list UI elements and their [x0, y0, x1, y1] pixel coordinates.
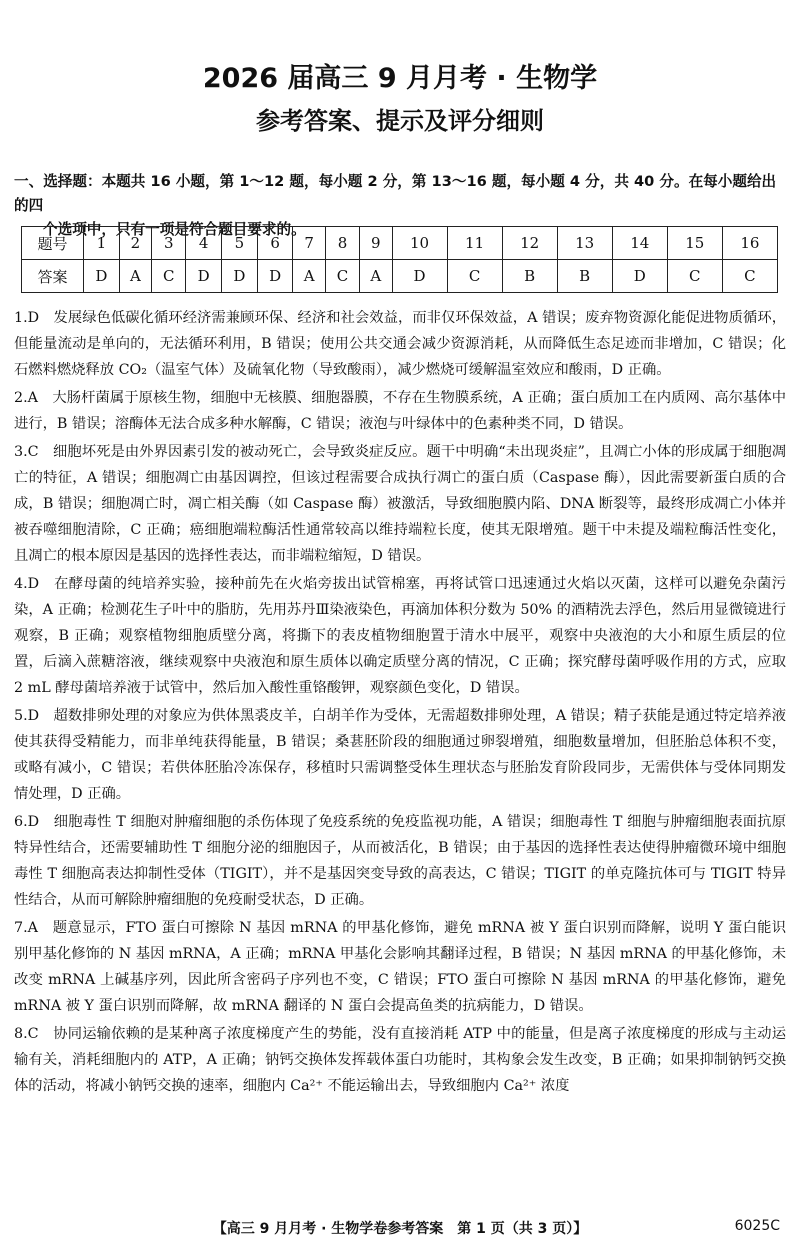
question-number: 6	[257, 227, 293, 260]
answer-cell: D	[612, 260, 667, 293]
question-number: 12	[502, 227, 557, 260]
page-title: 2026 届高三 9 月月考 · 生物学	[202, 63, 598, 94]
item-text: 在酵母菌的纯培养实验，接种前先在火焰旁拔出试管棉塞，再将试管口迅速通过火焰以灭菌，这样可以避免杂菌污染，A 正确；检测花生子叶中的脂肪，先用苏丹Ⅲ染液染色，再滴加体积分数为 50% 的酒精洗去浮色，然后用显微镜进行观察，B 正确；观察植物细胞质壁分离，将撕下的表皮植物细胞置于清水中展平，观察中央液泡的大小和原生质层的位置，后滴入蔗糖溶液，继续观察中央液泡和原生质体以确定质壁分离的情况，C 正确；探究酵母菌呼吸作用的方式，应取 2 mL 酵母菌培养液于试管中，然后加入酸性重铬酸钾，观察颜色变化，D 错误。	[14, 576, 787, 696]
answer-cell: A	[119, 260, 151, 293]
question-number: 10	[392, 227, 447, 260]
question-number: 4	[186, 227, 222, 260]
explanation-item	[14, 915, 786, 1019]
question-number: 3	[152, 227, 186, 260]
answer-row-label: 答案	[22, 260, 84, 293]
answer-cell: D	[392, 260, 447, 293]
item-number: 3.C	[14, 444, 39, 460]
item-text: 协同运输依赖的是某种离子浓度梯度产生的势能，没有直接消耗 ATP 中的能量，但是离子浓度梯度的形成与主动运输有关，消耗细胞内的 ATP，A 正确；钠钙交换体发挥载体蛋白功能时，其构象会发生改变，B 正确；如果抑制钠钙交换体的活动，将减小钠钙交换的速率，细胞内 Ca²⁺ 不能运输出去，导致细胞内 Ca²⁺ 浓度	[14, 1026, 786, 1094]
explanation-item	[14, 439, 786, 569]
page-subtitle: 参考答案、提示及评分细则	[256, 107, 544, 135]
item-text: 大肠杆菌属于原核生物，细胞中无核膜、细胞器膜，不存在生物膜系统，A 正确；蛋白质加工在内质网、高尔基体中进行，B 错误；溶酶体无法合成多种水解酶，C 错误；液泡与叶绿体中的色素种类不同，D 错误。	[14, 390, 786, 432]
explanation-item	[14, 385, 786, 437]
answer-cell: A	[360, 260, 392, 293]
question-number: 2	[119, 227, 151, 260]
number-row-label: 题号	[22, 227, 84, 260]
explanation-item	[14, 809, 786, 913]
answer-cell: C	[447, 260, 502, 293]
item-number: 2.A	[14, 390, 38, 406]
answer-cell: D	[222, 260, 258, 293]
item-number: 4.D	[14, 576, 40, 592]
answer-table	[21, 226, 778, 293]
answer-cell: D	[186, 260, 222, 293]
explanation-item	[14, 1021, 786, 1099]
page-footer	[0, 1218, 800, 1242]
explanation-list	[14, 305, 786, 1101]
section-heading-line1: 一、选择题：本题共 16 小题，第 1～12 题，每小题 2 分，第 13～16 题，每小题 4 分，共 40 分。在每小题给出的四	[14, 173, 777, 214]
footer-page-info: 【高三 9 月月考 · 生物学卷参考答案 第 1 页（共 3 页）】	[212, 1221, 588, 1237]
answer-cell: D	[84, 260, 120, 293]
item-text: 发展绿色低碳化循环经济需兼顾环保、经济和社会效益，而非仅环保效益，A 错误；废弃物资源化能促进物质循环，但能量流动是单向的，无法循环利用，B 错误；使用公共交通会减少资源消耗，从而降低生态足迹而非增加，C 错误；化石燃料燃烧释放 CO₂（温室气体）及硫氧化物（导致酸雨），减少燃烧可缓解温室效应和酸雨，D 正确。	[14, 310, 787, 378]
answer-cell: A	[293, 260, 325, 293]
explanation-item	[14, 571, 786, 701]
footer-paper-code: 6025C	[734, 1218, 780, 1234]
question-number: 14	[612, 227, 667, 260]
question-number: 15	[667, 227, 722, 260]
answer-cell: C	[152, 260, 186, 293]
question-number: 16	[722, 227, 777, 260]
answer-cell: B	[502, 260, 557, 293]
question-number: 7	[293, 227, 325, 260]
answer-cell: C	[667, 260, 722, 293]
item-text: 题意显示，FTO 蛋白可擦除 N 基因 mRNA 的甲基化修饰，避免 mRNA 被 Y 蛋白识别而降解，说明 Y 蛋白能识别甲基化修饰的 N 基因 mRNA，A 正确；mRNA 甲基化会影响其翻译过程，B 错误；N 基因 mRNA 的甲基化修饰，未改变 mRNA 上碱基序列，因此所含密码子序列也不变，C 错误；FTO 蛋白可擦除 N 基因 mRNA 的甲基化修饰，避免 mRNA 被 Y 蛋白识别而降解，故 mRNA 翻译的 N 蛋白会提高鱼类的抗病能力，D 错误。	[14, 920, 786, 1014]
item-number: 6.D	[14, 814, 40, 830]
answer-cell: D	[257, 260, 293, 293]
item-number: 1.D	[14, 310, 40, 326]
item-number: 5.D	[14, 708, 40, 724]
answer-table-answer-row	[22, 260, 778, 293]
item-number: 7.A	[14, 920, 38, 936]
question-number: 5	[222, 227, 258, 260]
answer-cell: C	[325, 260, 359, 293]
question-number: 13	[557, 227, 612, 260]
question-number: 11	[447, 227, 502, 260]
explanation-item	[14, 305, 786, 383]
answer-cell: C	[722, 260, 777, 293]
answer-table-number-row	[22, 227, 778, 260]
answer-cell: B	[557, 260, 612, 293]
item-text: 细胞坏死是由外界因素引发的被动死亡，会导致炎症反应。题干中明确“未出现炎症”，且凋亡小体的形成属于细胞凋亡的特征，A 错误；细胞凋亡由基因调控，但该过程需要合成执行凋亡的蛋白质（Caspase 酶），因此需要新蛋白质的合成，B 错误；细胞凋亡时，凋亡相关酶（如 Caspase 酶）被激活，导致细胞膜内陷、DNA 断裂等，最终形成凋亡小体并被吞噬细胞清除，C 正确；癌细胞端粒酶活性通常较高以维持端粒长度，使其无限增殖。题干中未提及端粒酶活性变化，且凋亡的根本原因是基因的选择性表达，而非端粒缩短，D 错误。	[14, 444, 786, 564]
question-number: 1	[84, 227, 120, 260]
question-number: 9	[360, 227, 392, 260]
item-number: 8.C	[14, 1026, 39, 1042]
section-heading-line2: 个选项中，只有一项是符合题目要求的。	[43, 221, 306, 238]
question-number: 8	[325, 227, 359, 260]
item-text: 超数排卵处理的对象应为供体黑裘皮羊，白胡羊作为受体，无需超数排卵处理，A 错误；精子获能是通过特定培养液使其获得受精能力，而非单纯获得能量，B 错误；桑葚胚阶段的细胞通过卵裂增殖，细胞数量增加，但胚胎总体积不变，或略有减小，C 错误；若供体胚胎冷冻保存，移植时只需调整受体生理状态与胚胎发育阶段同步，无需供体与受体同期发情处理，D 正确。	[14, 708, 787, 802]
item-text: 细胞毒性 T 细胞对肿瘤细胞的杀伤体现了免疫系统的免疫监视功能，A 错误；细胞毒性 T 细胞与肿瘤细胞表面抗原特异性结合，还需要辅助性 T 细胞分泌的细胞因子，从而被活化，B 错误；由于基因的选择性表达使得肿瘤微环境中细胞毒性 T 细胞高表达抑制性受体（TIGIT），并不是基因突变导致的高表达，C 错误；TIGIT 的单克隆抗体可与 TIGIT 特异性结合，从而可解除肿瘤细胞的免疫耐受状态，D 正确。	[14, 814, 786, 908]
explanation-item	[14, 703, 786, 807]
